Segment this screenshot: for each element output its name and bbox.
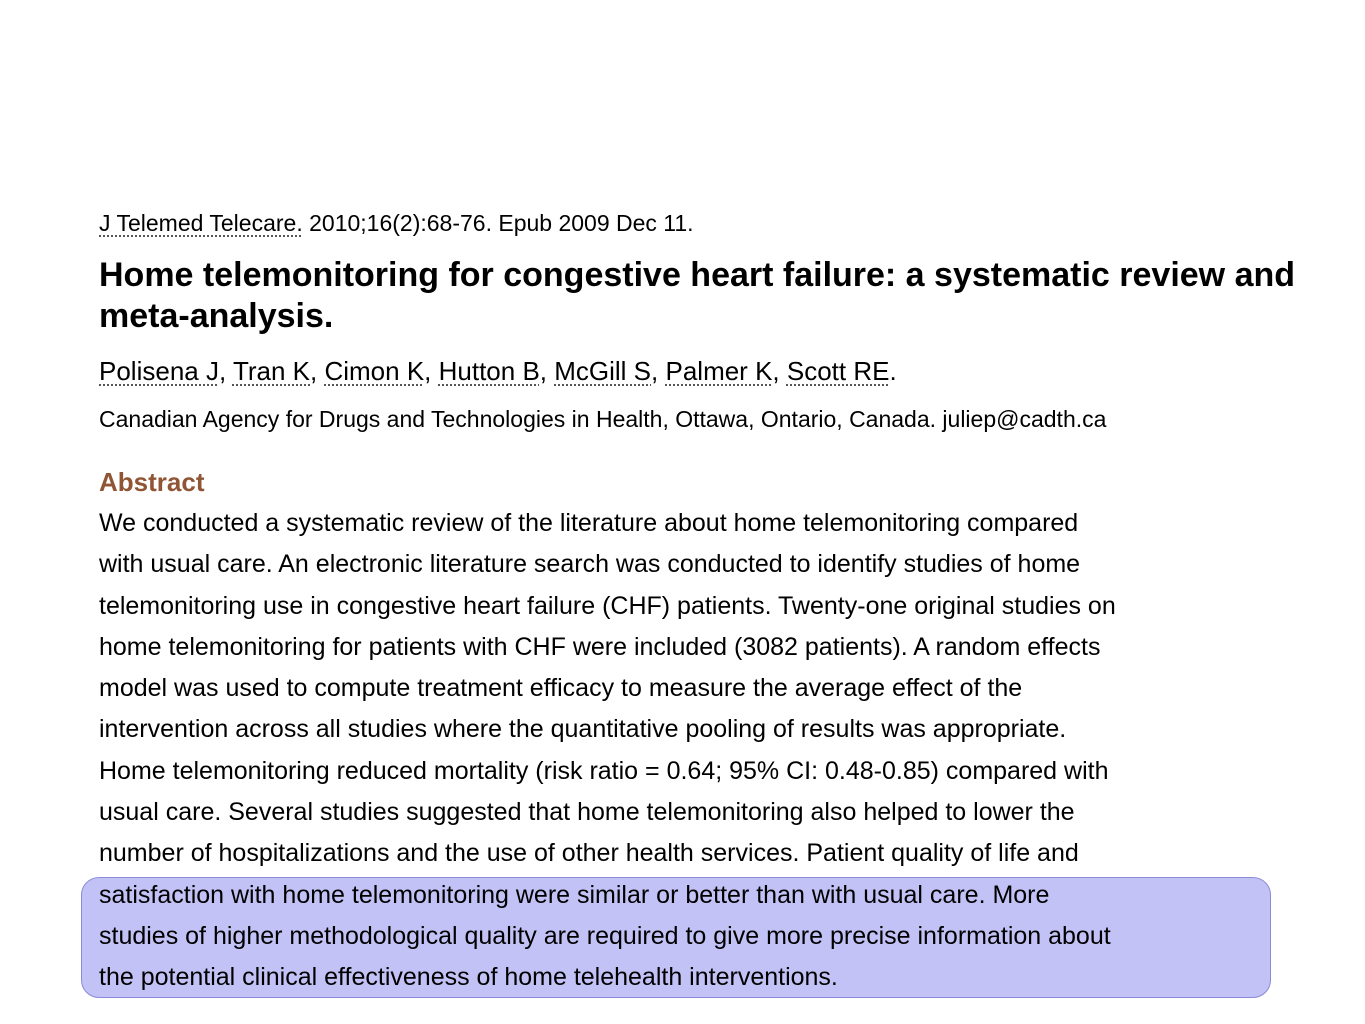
author-link[interactable]: Palmer K xyxy=(665,356,773,386)
article-title: Home telemonitoring for congestive heart failure: a systematic review and meta-analysis. xyxy=(99,256,1296,335)
author-separator: , xyxy=(424,356,439,386)
abstract-line: We conducted a systematic review of the literature about home telemonitoring compared xyxy=(99,509,1079,537)
affiliation: Canadian Agency for Drugs and Technologies in Health, Ottawa, Ontario, Canada. juliep@cadth.ca xyxy=(99,406,1107,432)
citation-details: 2010;16(2):68-76. Epub 2009 Dec 11. xyxy=(302,210,694,236)
author-separator: , xyxy=(772,356,787,386)
abstract-line: home telemonitoring for patients with CHF were included (3082 patients). A random effects xyxy=(99,632,1101,661)
author-separator: , xyxy=(651,356,666,386)
author-link[interactable]: McGill S xyxy=(554,356,652,386)
author-link[interactable]: Scott RE xyxy=(786,356,890,386)
abstract-line: Home telemonitoring reduced mortality (risk ratio = 0.64; 95% CI: 0.48-0.85) compared with xyxy=(99,756,1109,785)
author-terminator: . xyxy=(889,356,897,386)
journal-link[interactable]: J Telemed Telecare. xyxy=(99,210,303,236)
abstract-line-highlighted: studies of higher methodological quality are required to give more precise information about xyxy=(99,921,1111,950)
abstract-line-highlighted: the potential clinical effectiveness of home telehealth interventions. xyxy=(99,963,838,992)
author-link[interactable]: Cimon K xyxy=(324,356,425,386)
abstract-line: intervention across all studies where the quantitative pooling of results was appropriate. xyxy=(99,715,1067,744)
abstract-line: model was used to compute treatment efficacy to measure the average effect of the xyxy=(99,674,1023,703)
author-separator: , xyxy=(218,356,233,386)
author-link[interactable]: Polisena J xyxy=(99,356,219,386)
abstract-line-highlighted: satisfaction with home telemonitoring were similar or better than with usual care. More xyxy=(99,880,1050,909)
author-link[interactable]: Hutton B xyxy=(438,356,540,386)
author-separator: , xyxy=(310,356,325,386)
abstract-body xyxy=(99,503,1116,999)
author-link[interactable]: Tran K xyxy=(232,356,311,386)
abstract-line: number of hospitalizations and the use of other health services. Patient quality of life and xyxy=(99,839,1079,868)
abstract-heading: Abstract xyxy=(99,467,205,497)
abstract-line: telemonitoring use in congestive heart failure (CHF) patients. Twenty-one original studies on xyxy=(99,591,1116,620)
abstract-line: usual care. Several studies suggested that home telemonitoring also helped to lower the xyxy=(99,798,1075,827)
author-list xyxy=(99,354,897,388)
citation xyxy=(99,208,694,238)
abstract-line: with usual care. An electronic literature search was conducted to identify studies of home xyxy=(99,550,1081,579)
author-separator: , xyxy=(539,356,555,386)
